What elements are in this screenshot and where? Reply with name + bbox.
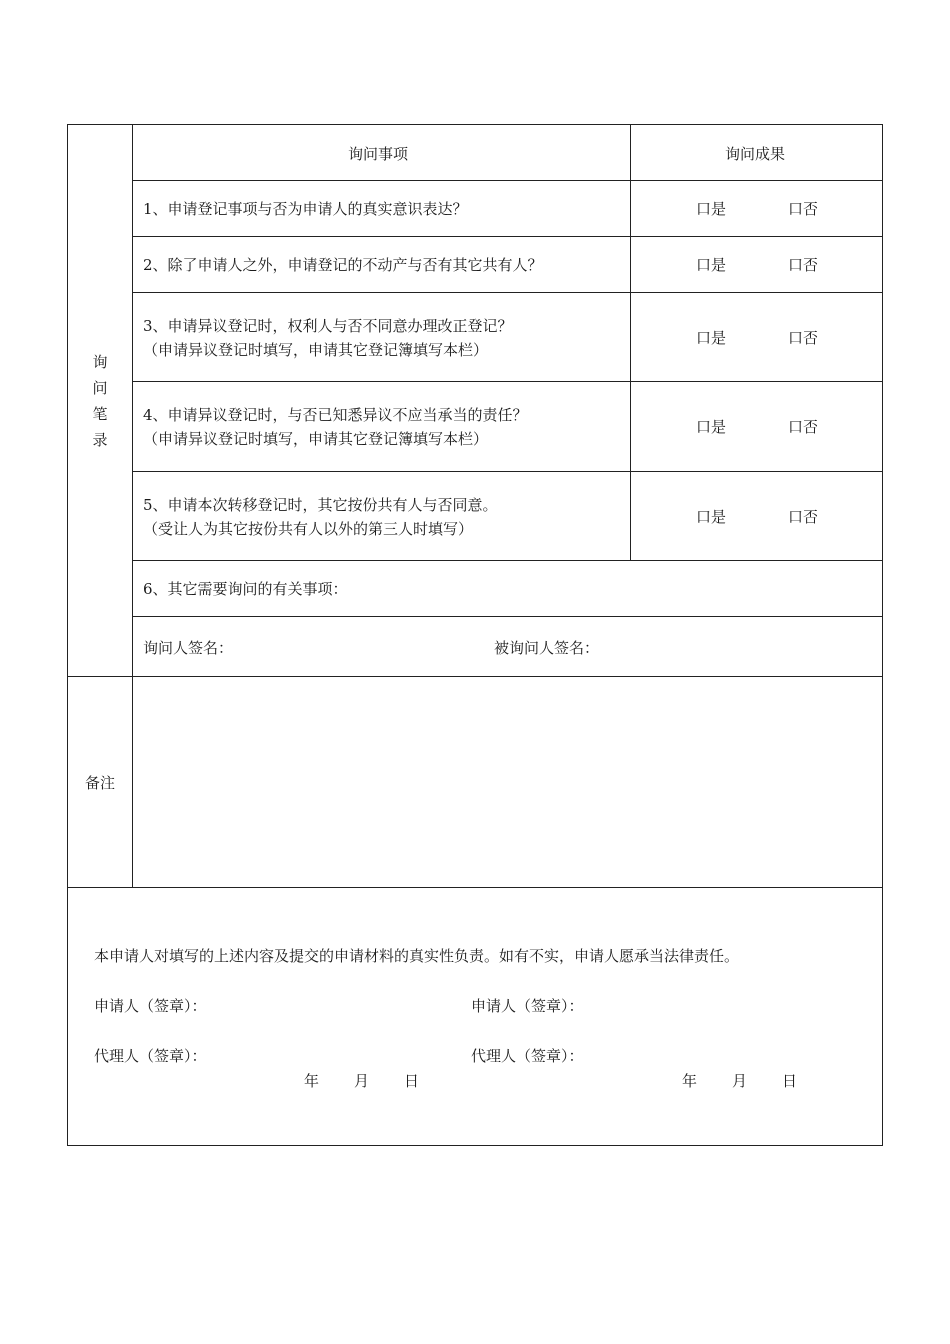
question-text: 1、申请登记事项与否为申请人的真实意识表达？	[143, 200, 468, 218]
date-month-left[interactable]: 月	[354, 1072, 370, 1090]
q4-no-checkbox[interactable]: 口否	[788, 418, 819, 436]
remarks-label: 备注	[84, 774, 115, 792]
other-items-field[interactable]: 6、其它需要询问的有关事项：	[143, 580, 348, 598]
q3-no-checkbox[interactable]: 口否	[788, 329, 819, 347]
side-char: 录	[92, 431, 108, 449]
items-column-header: 询问事项	[348, 145, 409, 163]
q2-no-checkbox[interactable]: 口否	[788, 256, 819, 274]
question-3	[143, 314, 628, 362]
declaration-text: 本申请人对填写的上述内容及提交的申请材料的真实性负责。如有不实，申请人愿承当法律责任。	[94, 947, 740, 965]
inquirer-signature-field[interactable]: 询问人签名：	[143, 639, 234, 657]
remarks-field[interactable]	[133, 677, 883, 887]
question-note: （申请异议登记时填写，申请其它登记簿填写本栏）	[143, 341, 489, 359]
question-text: 4、申请异议登记时，与否已知悉异议不应当承当的责任？	[143, 406, 528, 424]
side-char: 笔	[92, 405, 108, 423]
q1-no-checkbox[interactable]: 口否	[788, 200, 819, 218]
q1-yes-checkbox[interactable]: 口是	[696, 200, 727, 218]
q3-yes-checkbox[interactable]: 口是	[696, 329, 727, 347]
date-month-right[interactable]: 月	[732, 1072, 748, 1090]
question-note: （申请异议登记时填写，申请其它登记簿填写本栏）	[143, 430, 489, 448]
inquiree-signature-field[interactable]: 被询问人签名：	[494, 639, 600, 657]
date-day-right[interactable]: 日	[782, 1072, 798, 1090]
q5-yes-checkbox[interactable]: 口是	[696, 508, 727, 526]
agent-signature-right[interactable]: 代理人（签章）：	[471, 1047, 584, 1065]
q4-yes-checkbox[interactable]: 口是	[696, 418, 727, 436]
inquiry-record-label	[68, 349, 132, 453]
applicant-signature-right[interactable]: 申请人（签章）：	[471, 997, 584, 1015]
question-4	[143, 403, 628, 451]
date-year-right[interactable]: 年	[682, 1072, 698, 1090]
question-text: 2、除了申请人之外，申请登记的不动产与否有其它共有人？	[143, 256, 543, 274]
q5-no-checkbox[interactable]: 口否	[788, 508, 819, 526]
q2-yes-checkbox[interactable]: 口是	[696, 256, 727, 274]
question-1	[143, 197, 628, 221]
question-2	[143, 253, 628, 277]
side-char: 询	[92, 353, 108, 371]
applicant-signature-left[interactable]: 申请人（签章）：	[94, 997, 207, 1015]
question-text: 5、申请本次转移登记时，其它按份共有人与否同意。	[143, 496, 498, 514]
date-year-left[interactable]: 年	[304, 1072, 320, 1090]
side-char: 问	[92, 379, 108, 397]
inquiry-form	[67, 124, 883, 1146]
question-text: 3、申请异议登记时，权利人与否不同意办理改正登记？	[143, 317, 513, 335]
date-day-left[interactable]: 日	[404, 1072, 420, 1090]
question-5	[143, 493, 628, 541]
results-column-header: 询问成果	[725, 145, 786, 163]
question-note: （受让人为其它按份共有人以外的第三人时填写）	[143, 520, 474, 538]
agent-signature-left[interactable]: 代理人（签章）：	[94, 1047, 207, 1065]
